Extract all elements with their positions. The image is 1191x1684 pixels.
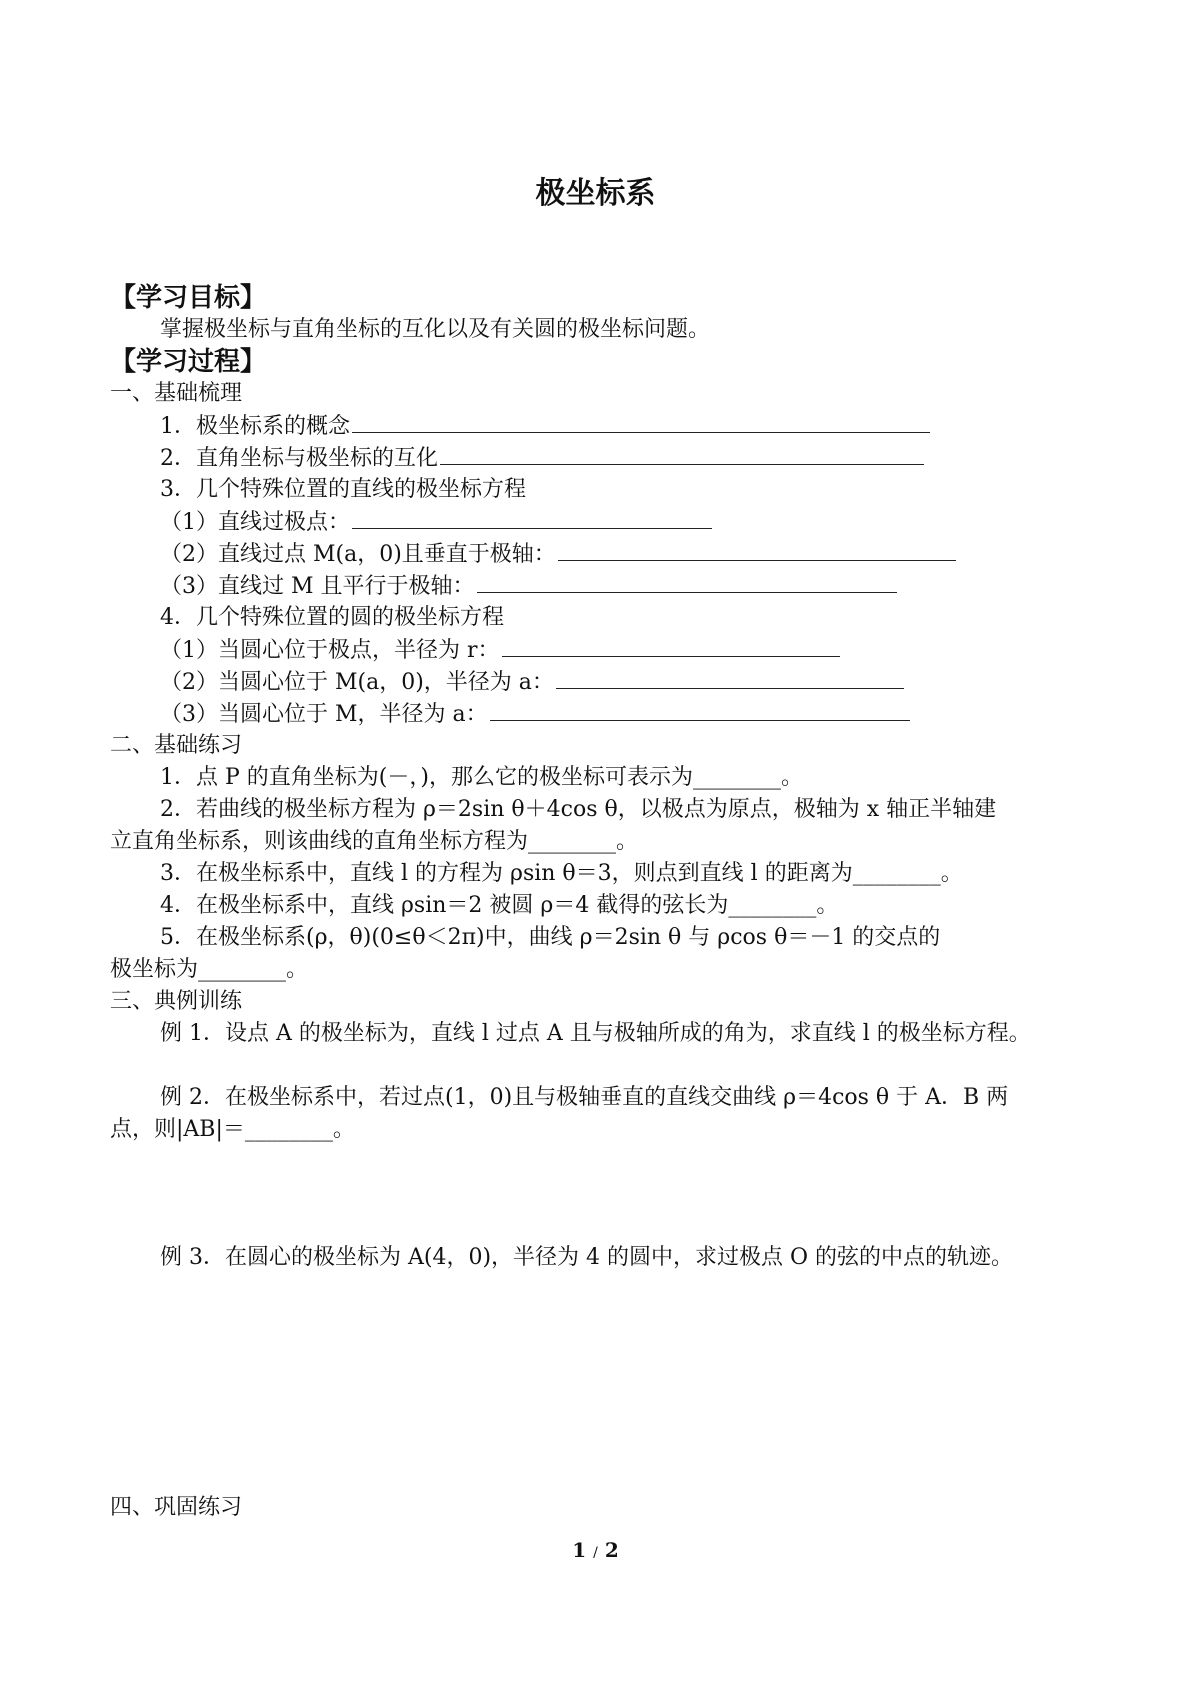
exercise-line: 立直角坐标系，则该曲线的直角坐标方程为________。 [110,829,639,854]
exercise-line: 2．若曲线的极坐标方程为 ρ＝2sin θ＋4cos θ，以极点为原点，极轴为 x 轴正半轴建 [160,797,997,822]
example-line: 例 3．在圆心的极坐标为 A(4，0)，半径为 4 的圆中，求过极点 O 的弦的中点的轨迹。 [160,1245,1014,1270]
answer-blank[interactable] [556,668,904,689]
part1-item: 4．几个特殊位置的圆的极坐标方程 [160,605,504,630]
part1-item: （2）当圆心位于 M(a，0)，半径为 a： [160,668,904,697]
example-line: 例 2．在极坐标系中，若过点(1，0)且与极轴垂直的直线交曲线 ρ＝4cos θ 于 A．B 两 [160,1085,1009,1110]
page-number: 1 / 2 [572,1538,619,1562]
part1-item: （2）直线过点 M(a，0)且垂直于极轴： [160,540,956,569]
page-title: 极坐标系 [535,176,656,211]
part1-item: 3．几个特殊位置的直线的极坐标方程 [160,477,526,502]
part1-item: （3）直线过 M 且平行于极轴： [160,572,897,601]
exercise-line: 极坐标为________。 [110,957,309,982]
answer-blank[interactable] [352,508,712,529]
part3-heading: 三、典例训练 [110,989,243,1014]
answer-blank[interactable] [558,540,956,561]
answer-blank[interactable] [502,636,840,657]
exercise-line: 4．在极坐标系中，直线 ρsin＝2 被圆 ρ＝4 截得的弦长为________。 [160,893,839,918]
process-heading: 【学习过程】 [110,347,267,377]
answer-blank[interactable] [490,700,910,721]
answer-blank[interactable] [477,572,897,593]
part2-heading: 二、基础练习 [110,733,243,758]
part1-item: （1）直线过极点： [160,508,712,537]
answer-blank[interactable] [352,412,930,433]
exercise-line: 5．在极坐标系(ρ，θ)(0≤θ＜2π)中，曲线 ρ＝2sin θ 与 ρcos θ＝－1 的交点的 [160,925,941,950]
exercise-line: 1．点 P 的直角坐标为(－，)，那么它的极坐标可表示为________。 [160,765,803,790]
goals-text: 掌握极坐标与直角坐标的互化以及有关圆的极坐标问题。 [160,317,711,342]
exercise-line: 3．在极坐标系中，直线 l 的方程为 ρsin θ＝3，则点到直线 l 的距离为________。 [160,861,963,886]
example-line: 点，则|AB|＝________。 [110,1117,355,1142]
part1-item: 2．直角坐标与极坐标的互化 [160,444,924,473]
part1-item: （3）当圆心位于 M，半径为 a： [160,700,910,729]
part4-heading: 四、巩固练习 [110,1495,243,1520]
answer-blank[interactable] [440,444,924,465]
example-line: 例 1．设点 A 的极坐标为，直线 l 过点 A 且与极轴所成的角为，求直线 l 的极坐标方程。 [160,1021,1031,1046]
goals-heading: 【学习目标】 [110,283,267,313]
part1-heading: 一、基础梳理 [110,381,243,406]
part1-item: 1．极坐标系的概念 [160,412,930,441]
part1-item: （1）当圆心位于极点，半径为 r： [160,636,840,665]
